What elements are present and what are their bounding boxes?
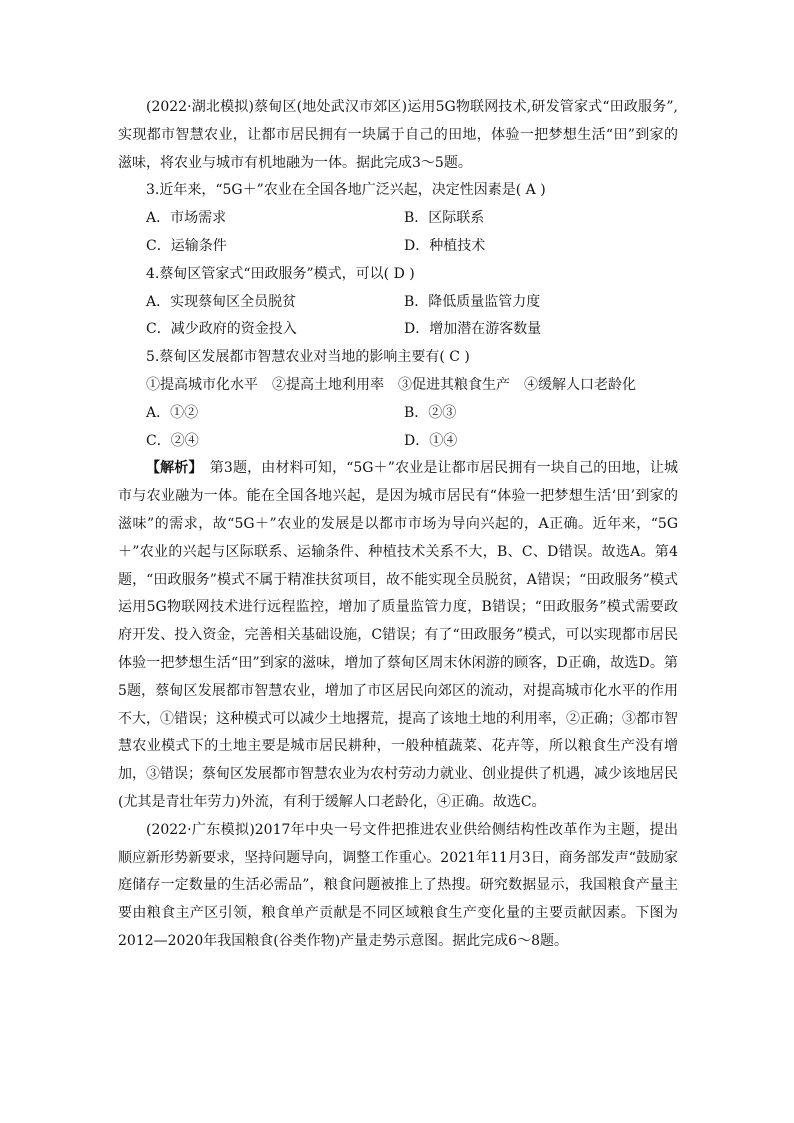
q5-option-c: C．②④ [146,432,199,449]
q4-option-d: D．增加潜在游客数量 [404,321,542,338]
question-5-statements: ①提高城市化水平 ②提高土地利用率 ③促进其粮食生产 ④缓解人口老龄化 [146,376,636,393]
q3-option-c: C．运输条件 [146,237,227,254]
analysis-label: 【解析】 [146,460,196,477]
q4-option-b: B．降低质量监管力度 [404,293,541,310]
question-4-options-row1 [118,289,678,317]
question-5-options-row1 [118,400,678,428]
q5-option-b: B．②③ [404,404,457,421]
analysis-text: 第3题，由材料可知，“5G＋”农业是让都市居民拥有一块自己的田地，让城市与农业融为一体。能在全国各地兴起，是因为城市居民有“体验一把梦想生活‘田’到家的滋味”的需求，故“5G＋”农业的发展是以都市市场为导向兴起的，A正确。近年来，“5G＋”农业的兴起与区际联系、运输条件、种植技术关系不大，B、C、D错误。故选A。第4题，“田政服务”模式不属于精准扶贫项目，故不能实现全员脱贫，A错误；“田政服务”模式运用5G物联网技术进行远程监控，增加了质量监管力度，B错误；“田政服务”模式需要政府开发、投入资金，完善相关基础设施，C错误；有了“田政服务”模式，可以实现都市居民体验一把梦想生活“田”到家的滋味，增加了蔡甸区周末休闲游的顾客，D正确，故选D。第5题，蔡甸区发展都市智慧农业，增加了市区居民向郊区的流动，对提高城市化水平的作用不大，①错误；这种模式可以减少土地撂荒，提高了该地土地的利用率，②正确；③都市智慧农业模式下的土地主要是城市居民耕种，一般种植蔬菜、花卉等，所以粮食生产没有增加，③错误；蔡甸区发展都市智慧农业为农村劳动力就业、创业提供了机遇，减少该地居民(尤其是青壮年劳力)外流，有利于缓解人口老龄化，④正确。故选C。 [118,460,679,810]
q3-option-b: B．区际联系 [404,210,485,227]
question-5-options-row2 [118,428,678,456]
q4-option-a: A．实现蔡甸区全员脱贫 [146,293,297,310]
q5-option-a: A．①② [146,404,199,421]
question-3-stem: 3.近年来，“5G＋”农业在全国各地广泛兴起，决定性因素是( A ) [146,182,546,199]
q4-option-c: C．减少政府的资金投入 [146,321,297,338]
document-body [118,94,678,956]
analysis-paragraph [118,455,678,816]
q5-option-d: D．①④ [404,432,458,449]
q3-option-a: A．市场需求 [146,210,227,227]
question-5-stem: 5.蔡甸区发展都市智慧农业对当地的影响主要有( C ) [146,349,470,366]
question-4-options-row2 [118,316,678,344]
passage1-intro: (2022·湖北模拟)蔡甸区(地处武汉市郊区)运用5G物联网技术,研发管家式“田政服务”,实现都市智慧农业，让都市居民拥有一块属于自己的田地，体验一把梦想生活“田”到家的滋味，将农业与城市有机地融为一体。据此完成3～5题。 [118,99,678,171]
question-3-options-row1 [118,205,678,233]
question-4-stem: 4.蔡甸区管家式“田政服务”模式，可以( D ) [146,265,415,282]
question-3-options-row2 [118,233,678,261]
passage2-intro: (2022·广东模拟)2017年中央一号文件把推进农业供给侧结构性改革作为主题，提出顺应新形势新要求，坚持问题导向，调整工作重心。2021年11月3日，商务部发声“鼓励家庭储存一定数量的生活必需品”，粮食问题被推上了热搜。研究数据显示，我国粮食产量主要由粮食主产区引领，粮食单产贡献是不同区域粮食生产变化量的主要贡献因素。下图为2012—2020年我国粮食(谷类作物)产量走势示意图。据此完成6～8题。 [118,821,678,949]
q3-option-d: D．种植技术 [404,237,486,254]
